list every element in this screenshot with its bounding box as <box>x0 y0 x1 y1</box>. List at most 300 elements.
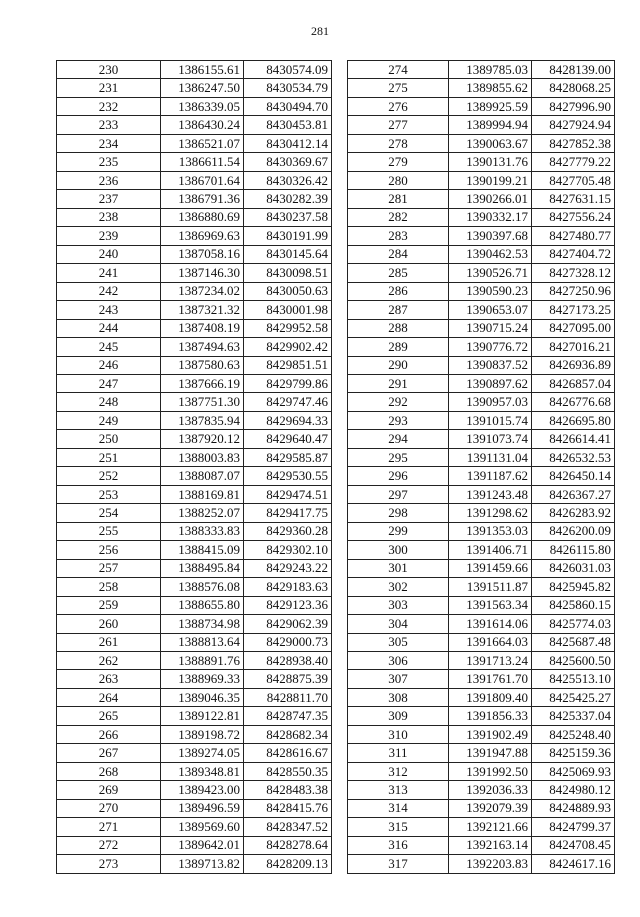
y-coordinate-cell: 8430453.81 <box>244 116 332 134</box>
y-coordinate-cell: 8429530.55 <box>244 467 332 485</box>
point-number-cell: 239 <box>57 227 161 245</box>
y-coordinate-cell: 8426283.92 <box>532 504 615 522</box>
x-coordinate-cell: 1389994.94 <box>449 116 532 134</box>
x-coordinate-cell: 1386339.05 <box>161 97 244 115</box>
y-coordinate-cell: 8428139.00 <box>532 61 615 79</box>
table-row <box>57 393 332 411</box>
point-number-cell: 278 <box>348 134 449 152</box>
point-number-cell: 269 <box>57 781 161 799</box>
y-coordinate-cell: 8425774.03 <box>532 615 615 633</box>
table-row <box>57 541 332 559</box>
table-row <box>57 504 332 522</box>
table-row <box>348 578 615 596</box>
table-row <box>57 264 332 282</box>
point-number-cell: 282 <box>348 208 449 226</box>
point-number-cell: 266 <box>57 725 161 743</box>
point-number-cell: 284 <box>348 245 449 263</box>
x-coordinate-cell: 1390653.07 <box>449 301 532 319</box>
y-coordinate-cell: 8426200.09 <box>532 522 615 540</box>
table-row <box>348 134 615 152</box>
table-row <box>57 818 332 836</box>
table-row <box>57 97 332 115</box>
y-coordinate-cell: 8428550.35 <box>244 762 332 780</box>
table-row <box>57 227 332 245</box>
x-coordinate-cell: 1391563.34 <box>449 596 532 614</box>
x-coordinate-cell: 1390776.72 <box>449 338 532 356</box>
table-row <box>57 762 332 780</box>
y-coordinate-cell: 8425425.27 <box>532 688 615 706</box>
y-coordinate-cell: 8427556.24 <box>532 208 615 226</box>
table-row <box>57 61 332 79</box>
y-coordinate-cell: 8429640.47 <box>244 430 332 448</box>
table-row <box>348 633 615 651</box>
table-row <box>57 485 332 503</box>
point-number-cell: 309 <box>348 707 449 725</box>
table-row <box>57 578 332 596</box>
x-coordinate-cell: 1391992.50 <box>449 762 532 780</box>
point-number-cell: 301 <box>348 559 449 577</box>
point-number-cell: 275 <box>348 79 449 97</box>
table-row <box>57 79 332 97</box>
y-coordinate-cell: 8428415.76 <box>244 799 332 817</box>
y-coordinate-cell: 8430282.39 <box>244 190 332 208</box>
point-number-cell: 315 <box>348 818 449 836</box>
table-row <box>57 208 332 226</box>
y-coordinate-cell: 8427016.21 <box>532 338 615 356</box>
y-coordinate-cell: 8430494.70 <box>244 97 332 115</box>
y-coordinate-cell: 8427996.90 <box>532 97 615 115</box>
y-coordinate-cell: 8427404.72 <box>532 245 615 263</box>
x-coordinate-cell: 1389274.05 <box>161 744 244 762</box>
table-row <box>348 264 615 282</box>
table-row <box>57 411 332 429</box>
point-number-cell: 251 <box>57 448 161 466</box>
table-row <box>348 504 615 522</box>
table-row <box>348 596 615 614</box>
y-coordinate-cell: 8427779.22 <box>532 153 615 171</box>
point-number-cell: 262 <box>57 652 161 670</box>
point-number-cell: 277 <box>348 116 449 134</box>
y-coordinate-cell: 8430145.64 <box>244 245 332 263</box>
point-number-cell: 291 <box>348 374 449 392</box>
y-coordinate-cell: 8426031.03 <box>532 559 615 577</box>
table-row <box>348 190 615 208</box>
table-row <box>348 430 615 448</box>
x-coordinate-cell: 1390332.17 <box>449 208 532 226</box>
y-coordinate-cell: 8424708.45 <box>532 836 615 854</box>
y-coordinate-cell: 8426695.80 <box>532 411 615 429</box>
table-row <box>348 559 615 577</box>
table-row <box>57 707 332 725</box>
point-number-cell: 235 <box>57 153 161 171</box>
x-coordinate-cell: 1391243.48 <box>449 485 532 503</box>
point-number-cell: 311 <box>348 744 449 762</box>
y-coordinate-cell: 8427705.48 <box>532 171 615 189</box>
x-coordinate-cell: 1391664.03 <box>449 633 532 651</box>
y-coordinate-cell: 8429000.73 <box>244 633 332 651</box>
x-coordinate-cell: 1386791.36 <box>161 190 244 208</box>
table-row <box>57 134 332 152</box>
point-number-cell: 243 <box>57 301 161 319</box>
table-row <box>348 781 615 799</box>
x-coordinate-cell: 1388415.09 <box>161 541 244 559</box>
x-coordinate-cell: 1391856.33 <box>449 707 532 725</box>
y-coordinate-cell: 8427095.00 <box>532 319 615 337</box>
x-coordinate-cell: 1391713.24 <box>449 652 532 670</box>
point-number-cell: 271 <box>57 818 161 836</box>
y-coordinate-cell: 8429799.86 <box>244 374 332 392</box>
table-row <box>57 245 332 263</box>
y-coordinate-cell: 8428209.13 <box>244 855 332 873</box>
point-number-cell: 302 <box>348 578 449 596</box>
x-coordinate-cell: 1387751.30 <box>161 393 244 411</box>
point-number-cell: 281 <box>348 190 449 208</box>
y-coordinate-cell: 8426936.89 <box>532 356 615 374</box>
x-coordinate-cell: 1390837.52 <box>449 356 532 374</box>
x-coordinate-cell: 1390715.24 <box>449 319 532 337</box>
table-row <box>57 301 332 319</box>
point-number-cell: 289 <box>348 338 449 356</box>
point-number-cell: 258 <box>57 578 161 596</box>
point-number-cell: 274 <box>348 61 449 79</box>
point-number-cell: 298 <box>348 504 449 522</box>
x-coordinate-cell: 1392163.14 <box>449 836 532 854</box>
table-row <box>348 744 615 762</box>
x-coordinate-cell: 1387666.19 <box>161 374 244 392</box>
x-coordinate-cell: 1387494.63 <box>161 338 244 356</box>
point-number-cell: 255 <box>57 522 161 540</box>
point-number-cell: 254 <box>57 504 161 522</box>
point-number-cell: 232 <box>57 97 161 115</box>
x-coordinate-cell: 1392121.66 <box>449 818 532 836</box>
x-coordinate-cell: 1386880.69 <box>161 208 244 226</box>
coordinates-table-left <box>56 60 332 874</box>
x-coordinate-cell: 1386521.07 <box>161 134 244 152</box>
point-number-cell: 313 <box>348 781 449 799</box>
y-coordinate-cell: 8424799.37 <box>532 818 615 836</box>
y-coordinate-cell: 8425513.10 <box>532 670 615 688</box>
y-coordinate-cell: 8429747.46 <box>244 393 332 411</box>
table-row <box>348 725 615 743</box>
table-row <box>57 448 332 466</box>
x-coordinate-cell: 1391406.71 <box>449 541 532 559</box>
table-row <box>57 596 332 614</box>
table-row <box>348 282 615 300</box>
table-row <box>348 836 615 854</box>
y-coordinate-cell: 8429474.51 <box>244 485 332 503</box>
point-number-cell: 293 <box>348 411 449 429</box>
point-number-cell: 247 <box>57 374 161 392</box>
x-coordinate-cell: 1388655.80 <box>161 596 244 614</box>
y-coordinate-cell: 8427480.77 <box>532 227 615 245</box>
y-coordinate-cell: 8428616.67 <box>244 744 332 762</box>
y-coordinate-cell: 8428068.25 <box>532 79 615 97</box>
y-coordinate-cell: 8426115.80 <box>532 541 615 559</box>
x-coordinate-cell: 1389496.59 <box>161 799 244 817</box>
table-row <box>348 319 615 337</box>
y-coordinate-cell: 8426776.68 <box>532 393 615 411</box>
table-row <box>348 227 615 245</box>
x-coordinate-cell: 1389198.72 <box>161 725 244 743</box>
x-coordinate-cell: 1391073.74 <box>449 430 532 448</box>
point-number-cell: 233 <box>57 116 161 134</box>
x-coordinate-cell: 1387321.32 <box>161 301 244 319</box>
x-coordinate-cell: 1391761.70 <box>449 670 532 688</box>
y-coordinate-cell: 8430191.99 <box>244 227 332 245</box>
y-coordinate-cell: 8426450.14 <box>532 467 615 485</box>
x-coordinate-cell: 1388003.83 <box>161 448 244 466</box>
point-number-cell: 280 <box>348 171 449 189</box>
table-row <box>348 374 615 392</box>
point-number-cell: 305 <box>348 633 449 651</box>
table-row <box>57 522 332 540</box>
point-number-cell: 246 <box>57 356 161 374</box>
y-coordinate-cell: 8430534.79 <box>244 79 332 97</box>
table-row <box>57 855 332 873</box>
x-coordinate-cell: 1390526.71 <box>449 264 532 282</box>
y-coordinate-cell: 8425687.48 <box>532 633 615 651</box>
point-number-cell: 272 <box>57 836 161 854</box>
table-row <box>57 744 332 762</box>
x-coordinate-cell: 1389569.60 <box>161 818 244 836</box>
table-row <box>57 356 332 374</box>
table-row <box>57 430 332 448</box>
x-coordinate-cell: 1386611.54 <box>161 153 244 171</box>
table-row <box>348 652 615 670</box>
y-coordinate-cell: 8429243.22 <box>244 559 332 577</box>
point-number-cell: 279 <box>348 153 449 171</box>
y-coordinate-cell: 8428483.38 <box>244 781 332 799</box>
table-row <box>57 836 332 854</box>
x-coordinate-cell: 1390266.01 <box>449 190 532 208</box>
point-number-cell: 303 <box>348 596 449 614</box>
table-row <box>57 688 332 706</box>
y-coordinate-cell: 8424980.12 <box>532 781 615 799</box>
table-row <box>348 799 615 817</box>
y-coordinate-cell: 8425600.50 <box>532 652 615 670</box>
y-coordinate-cell: 8429302.10 <box>244 541 332 559</box>
coordinates-table-right <box>347 60 615 874</box>
x-coordinate-cell: 1386430.24 <box>161 116 244 134</box>
x-coordinate-cell: 1392203.83 <box>449 855 532 873</box>
y-coordinate-cell: 8425248.40 <box>532 725 615 743</box>
table-row <box>57 374 332 392</box>
table-row <box>348 338 615 356</box>
y-coordinate-cell: 8426532.53 <box>532 448 615 466</box>
table-row <box>57 633 332 651</box>
y-coordinate-cell: 8428875.39 <box>244 670 332 688</box>
x-coordinate-cell: 1388333.83 <box>161 522 244 540</box>
point-number-cell: 270 <box>57 799 161 817</box>
y-coordinate-cell: 8429851.51 <box>244 356 332 374</box>
point-number-cell: 285 <box>348 264 449 282</box>
x-coordinate-cell: 1387920.12 <box>161 430 244 448</box>
point-number-cell: 316 <box>348 836 449 854</box>
table-row <box>348 707 615 725</box>
table-row <box>348 818 615 836</box>
table-row <box>57 670 332 688</box>
point-number-cell: 314 <box>348 799 449 817</box>
y-coordinate-cell: 8430574.09 <box>244 61 332 79</box>
table-row <box>348 245 615 263</box>
y-coordinate-cell: 8425159.36 <box>532 744 615 762</box>
x-coordinate-cell: 1390199.21 <box>449 171 532 189</box>
table-row <box>57 467 332 485</box>
x-coordinate-cell: 1389122.81 <box>161 707 244 725</box>
x-coordinate-cell: 1390397.68 <box>449 227 532 245</box>
point-number-cell: 252 <box>57 467 161 485</box>
point-number-cell: 267 <box>57 744 161 762</box>
table-row <box>348 762 615 780</box>
y-coordinate-cell: 8429585.87 <box>244 448 332 466</box>
y-coordinate-cell: 8429123.36 <box>244 596 332 614</box>
y-coordinate-cell: 8430237.58 <box>244 208 332 226</box>
x-coordinate-cell: 1387408.19 <box>161 319 244 337</box>
x-coordinate-cell: 1391902.49 <box>449 725 532 743</box>
table-row <box>57 190 332 208</box>
point-number-cell: 230 <box>57 61 161 79</box>
point-number-cell: 294 <box>348 430 449 448</box>
point-number-cell: 297 <box>348 485 449 503</box>
point-number-cell: 288 <box>348 319 449 337</box>
table-row <box>348 356 615 374</box>
table-row <box>348 467 615 485</box>
y-coordinate-cell: 8429694.33 <box>244 411 332 429</box>
table-row <box>348 448 615 466</box>
point-number-cell: 306 <box>348 652 449 670</box>
x-coordinate-cell: 1390063.67 <box>449 134 532 152</box>
point-number-cell: 290 <box>348 356 449 374</box>
y-coordinate-cell: 8425069.93 <box>532 762 615 780</box>
x-coordinate-cell: 1391015.74 <box>449 411 532 429</box>
point-number-cell: 259 <box>57 596 161 614</box>
y-coordinate-cell: 8427250.96 <box>532 282 615 300</box>
x-coordinate-cell: 1386247.50 <box>161 79 244 97</box>
table-row <box>57 781 332 799</box>
x-coordinate-cell: 1388087.07 <box>161 467 244 485</box>
y-coordinate-cell: 8424617.16 <box>532 855 615 873</box>
x-coordinate-cell: 1388252.07 <box>161 504 244 522</box>
x-coordinate-cell: 1389785.03 <box>449 61 532 79</box>
x-coordinate-cell: 1391511.87 <box>449 578 532 596</box>
table-row <box>57 799 332 817</box>
table-row <box>348 97 615 115</box>
y-coordinate-cell: 8430050.63 <box>244 282 332 300</box>
table-row <box>348 301 615 319</box>
x-coordinate-cell: 1387580.63 <box>161 356 244 374</box>
x-coordinate-cell: 1391947.88 <box>449 744 532 762</box>
point-number-cell: 240 <box>57 245 161 263</box>
table-row <box>348 79 615 97</box>
y-coordinate-cell: 8427852.38 <box>532 134 615 152</box>
point-number-cell: 296 <box>348 467 449 485</box>
x-coordinate-cell: 1386155.61 <box>161 61 244 79</box>
table-row <box>348 855 615 873</box>
y-coordinate-cell: 8429360.28 <box>244 522 332 540</box>
y-coordinate-cell: 8427328.12 <box>532 264 615 282</box>
y-coordinate-cell: 8428682.34 <box>244 725 332 743</box>
table-row <box>348 688 615 706</box>
point-number-cell: 308 <box>348 688 449 706</box>
table-row <box>348 522 615 540</box>
point-number-cell: 237 <box>57 190 161 208</box>
point-number-cell: 265 <box>57 707 161 725</box>
point-number-cell: 273 <box>57 855 161 873</box>
y-coordinate-cell: 8428347.52 <box>244 818 332 836</box>
page-number: 281 <box>311 24 329 38</box>
y-coordinate-cell: 8429062.39 <box>244 615 332 633</box>
x-coordinate-cell: 1386701.64 <box>161 171 244 189</box>
point-number-cell: 260 <box>57 615 161 633</box>
x-coordinate-cell: 1388891.76 <box>161 652 244 670</box>
table-row <box>348 411 615 429</box>
x-coordinate-cell: 1391459.66 <box>449 559 532 577</box>
table-row <box>348 615 615 633</box>
y-coordinate-cell: 8429902.42 <box>244 338 332 356</box>
x-coordinate-cell: 1392079.39 <box>449 799 532 817</box>
x-coordinate-cell: 1389855.62 <box>449 79 532 97</box>
table-row <box>348 670 615 688</box>
table-row <box>57 559 332 577</box>
x-coordinate-cell: 1390897.62 <box>449 374 532 392</box>
y-coordinate-cell: 8427631.15 <box>532 190 615 208</box>
point-number-cell: 241 <box>57 264 161 282</box>
point-number-cell: 304 <box>348 615 449 633</box>
table-row <box>57 725 332 743</box>
y-coordinate-cell: 8428938.40 <box>244 652 332 670</box>
x-coordinate-cell: 1390957.03 <box>449 393 532 411</box>
point-number-cell: 276 <box>348 97 449 115</box>
table-row <box>57 116 332 134</box>
point-number-cell: 264 <box>57 688 161 706</box>
x-coordinate-cell: 1388813.64 <box>161 633 244 651</box>
point-number-cell: 249 <box>57 411 161 429</box>
x-coordinate-cell: 1388969.33 <box>161 670 244 688</box>
y-coordinate-cell: 8429417.75 <box>244 504 332 522</box>
x-coordinate-cell: 1389642.01 <box>161 836 244 854</box>
table-row <box>57 652 332 670</box>
y-coordinate-cell: 8425945.82 <box>532 578 615 596</box>
table-row <box>57 171 332 189</box>
y-coordinate-cell: 8426367.27 <box>532 485 615 503</box>
point-number-cell: 268 <box>57 762 161 780</box>
point-number-cell: 292 <box>348 393 449 411</box>
x-coordinate-cell: 1388734.98 <box>161 615 244 633</box>
point-number-cell: 245 <box>57 338 161 356</box>
x-coordinate-cell: 1388169.81 <box>161 485 244 503</box>
point-number-cell: 300 <box>348 541 449 559</box>
point-number-cell: 312 <box>348 762 449 780</box>
point-number-cell: 286 <box>348 282 449 300</box>
table-row <box>57 319 332 337</box>
x-coordinate-cell: 1387146.30 <box>161 264 244 282</box>
x-coordinate-cell: 1391131.04 <box>449 448 532 466</box>
x-coordinate-cell: 1391353.03 <box>449 522 532 540</box>
point-number-cell: 253 <box>57 485 161 503</box>
x-coordinate-cell: 1390131.76 <box>449 153 532 171</box>
x-coordinate-cell: 1390462.53 <box>449 245 532 263</box>
y-coordinate-cell: 8426857.04 <box>532 374 615 392</box>
x-coordinate-cell: 1391809.40 <box>449 688 532 706</box>
table-row <box>57 153 332 171</box>
y-coordinate-cell: 8428747.35 <box>244 707 332 725</box>
table-row <box>57 282 332 300</box>
point-number-cell: 287 <box>348 301 449 319</box>
point-number-cell: 261 <box>57 633 161 651</box>
point-number-cell: 283 <box>348 227 449 245</box>
x-coordinate-cell: 1390590.23 <box>449 282 532 300</box>
y-coordinate-cell: 8430098.51 <box>244 264 332 282</box>
